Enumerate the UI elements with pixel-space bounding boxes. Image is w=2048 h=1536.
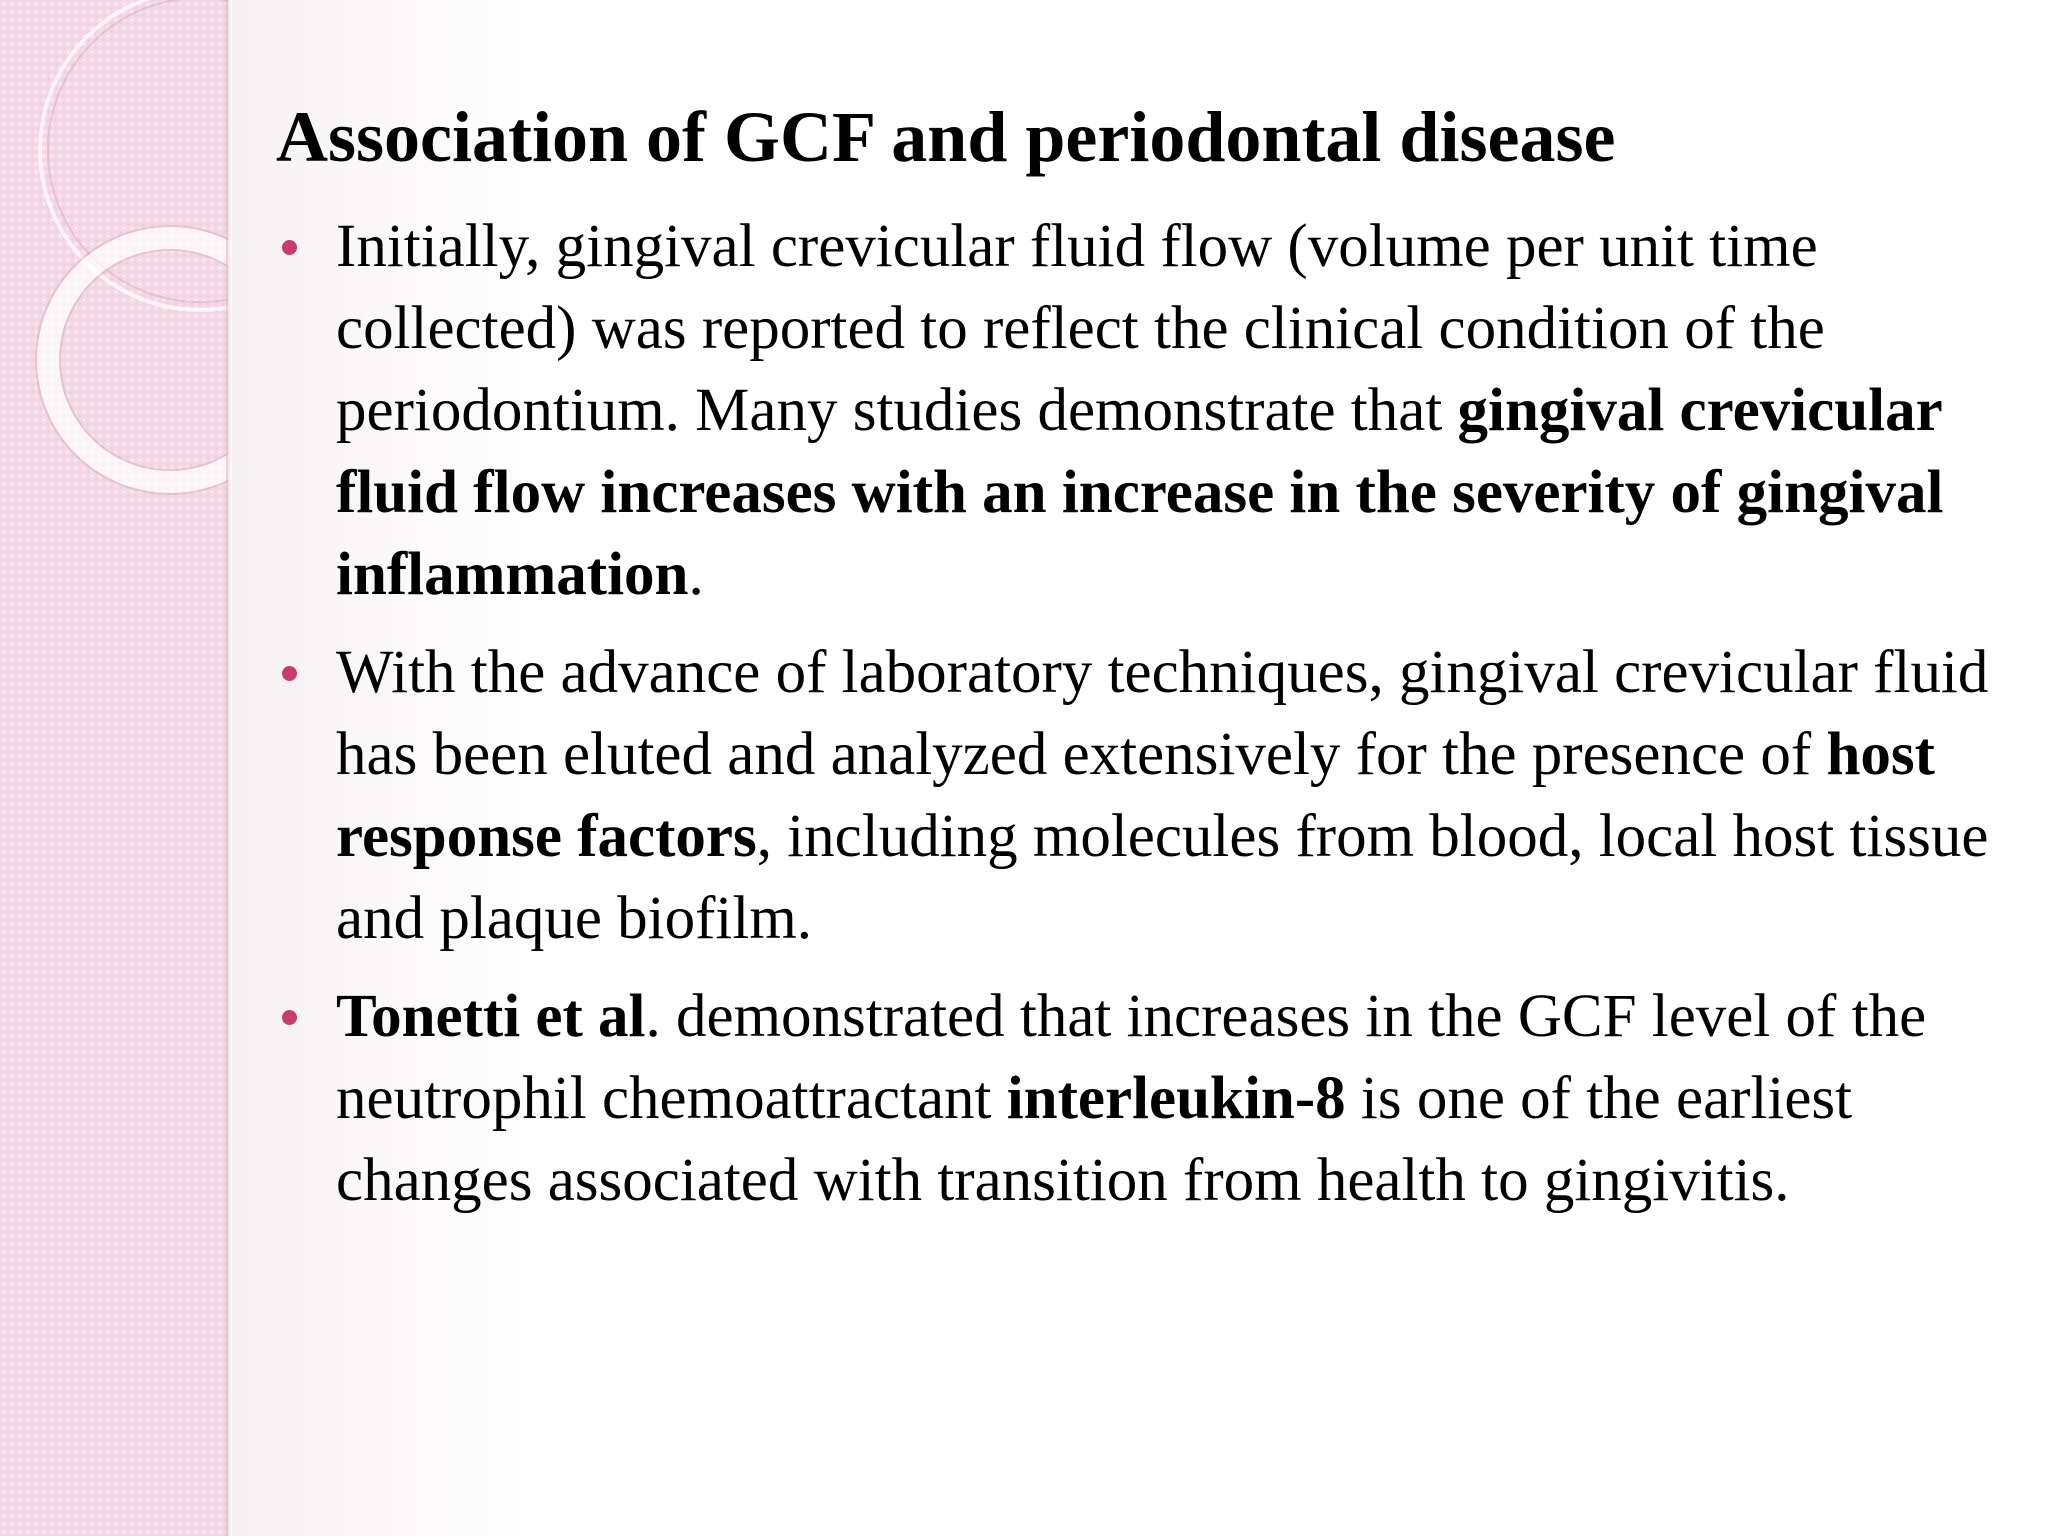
bullet-text: . demonstrated that increases in the GCF level of the neutrophil chemoattractant (336, 983, 1927, 1132)
bullet-text: is one of the earliest changes associated with transition from health to gingivitis. (336, 1065, 1853, 1214)
bullet-text-bold: host response factors (336, 721, 1935, 870)
sidebar-edge (226, 0, 232, 1536)
bullet-text: Initially, gingival crevicular fluid flow (volume per unit time collected) was reported to reflect the clinical condition of the periodontium. Many studies demonstrate that (336, 213, 1825, 444)
bullet-list (278, 206, 1990, 1238)
bullet-dot-icon (282, 240, 297, 255)
bullet-dot-icon (282, 1010, 297, 1025)
bullet-text-bold: gingival crevicular fluid flow increases with an increase in the severity of gingival inflammation (336, 377, 1944, 608)
bullet-text: , including molecules from blood, local host tissue and plaque biofilm. (336, 803, 1989, 952)
bullet-text: . (688, 541, 704, 608)
bullet-dot-icon (282, 666, 297, 681)
bullet-item (278, 632, 1990, 960)
bullet-item (278, 206, 1990, 616)
decorative-rings-icon (0, 0, 228, 520)
bullet-text: With the advance of laboratory techniques, gingival crevicular fluid has been eluted and analyzed extensively for the presence of (336, 639, 1989, 788)
bullet-item (278, 976, 1990, 1222)
bullet-text-bold: Tonetti et al (336, 983, 646, 1050)
bullet-text-bold: interleukin-8 (1006, 1065, 1346, 1132)
decorative-sidebar (0, 0, 228, 1536)
slide-title: Association of GCF and periodontal disease (276, 97, 1616, 177)
